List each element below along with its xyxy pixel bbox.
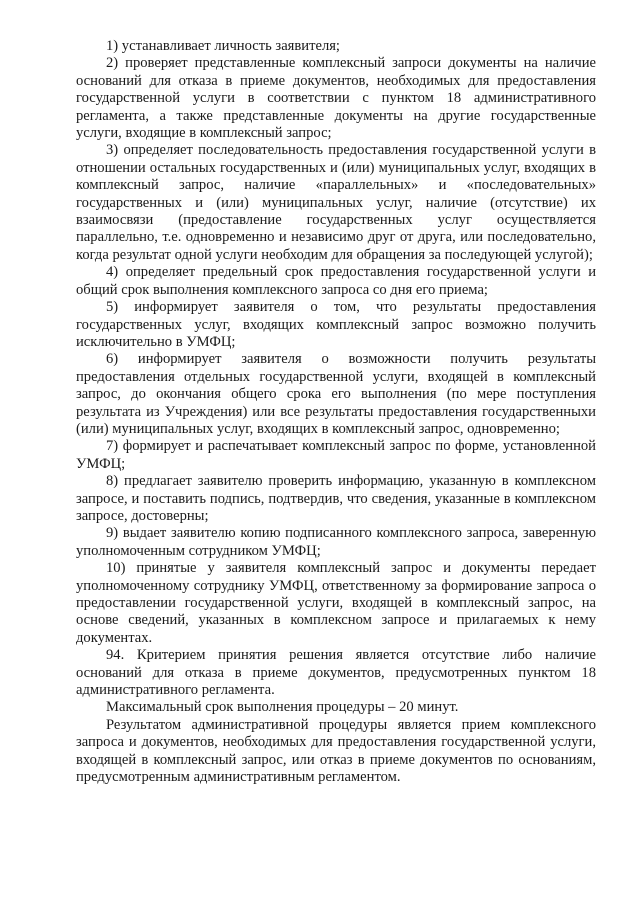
list-item-9: 9) выдает заявителю копию подписанного комплексного запроса, заверенную уполномоченным сотрудником УМФЦ;: [76, 525, 596, 559]
list-item-10: 10) принятые у заявителя комплексный запрос и документы передает уполномоченному сотруднику УМФЦ, ответственному за формирование запроса о предоставлении государственной услуги, входящей в комплексный запрос, на основе сведений, указанных в комплексном запросе и прилагаемых к нему документах.: [76, 560, 596, 646]
list-item-5: 5) информирует заявителя о том, что результаты предоставления государственных услуг, входящих комплексный запрос возможно получить исключительно в УМФЦ;: [76, 299, 596, 350]
list-item-1: 1) устанавливает личность заявителя;: [106, 38, 340, 54]
result-paragraph: Результатом административной процедуры является прием комплексного запроса и документов, необходимых для предоставления государственной услуги, входящей в комплексный запрос, или отказ в приеме документов по основаниям, предусмотренным административным регламентом.: [76, 716, 596, 786]
list-item-3: 3) определяет последовательность предоставления государственной услуги в отношении остальных государственных и (или) муниципальных услуг, входящих в комплексный запрос, наличие «параллельных» и «последовательных» государственных и (или) муниципальных услуг, наличие (отсутствие) их взаимосвязи (предоставление государственных услуг осуществляется параллельно, т.е. одновременно и независимо друг от друга, или последовательно, когда результат одной услуги необходим для обращения за последующей услугой);: [76, 142, 596, 263]
list-item-2: 2) проверяет представленные комплексный запроси документы на наличие оснований для отказа в приеме документов, необходимых для предоставления государственной услуги в соответствии с пунктом 18 административного регламента, а также представленные документы на другие государственные услуги, входящие в комплексный запрос;: [76, 55, 596, 142]
max-duration-paragraph: Максимальный срок выполнения процедуры – 20 минут.: [106, 699, 459, 716]
list-item-6: 6) информирует заявителя о возможности получить результаты предоставления отдельных государственной услуги, входящей в комплексный запрос, до окончания общего срока его выполнения (по мере поступления результата из Учреждения) или все результаты предоставления государственныхи (или) муниципальных услуг, входящих в комплексный запрос, одновременно;: [76, 351, 596, 437]
paragraph-94: 94. Критерием принятия решения является отсутствие либо наличие оснований для отказа в приеме документов, предусмотренных пунктом 18 административного регламента.: [76, 647, 596, 699]
list-item-8: 8) предлагает заявителю проверить информацию, указанную в комплексном запросе, и поставить подпись, подтвердив, что сведения, указанные в комплексном запросе, достоверны;: [76, 473, 596, 524]
list-item-7: 7) формирует и распечатывает комплексный запрос по форме, установленной УМФЦ;: [76, 438, 596, 472]
document-page: [76, 38, 596, 786]
list-item-4: 4) определяет предельный срок предоставления государственной услуги и общий срок выполнения комплексного запроса со дня его приема;: [76, 264, 596, 298]
